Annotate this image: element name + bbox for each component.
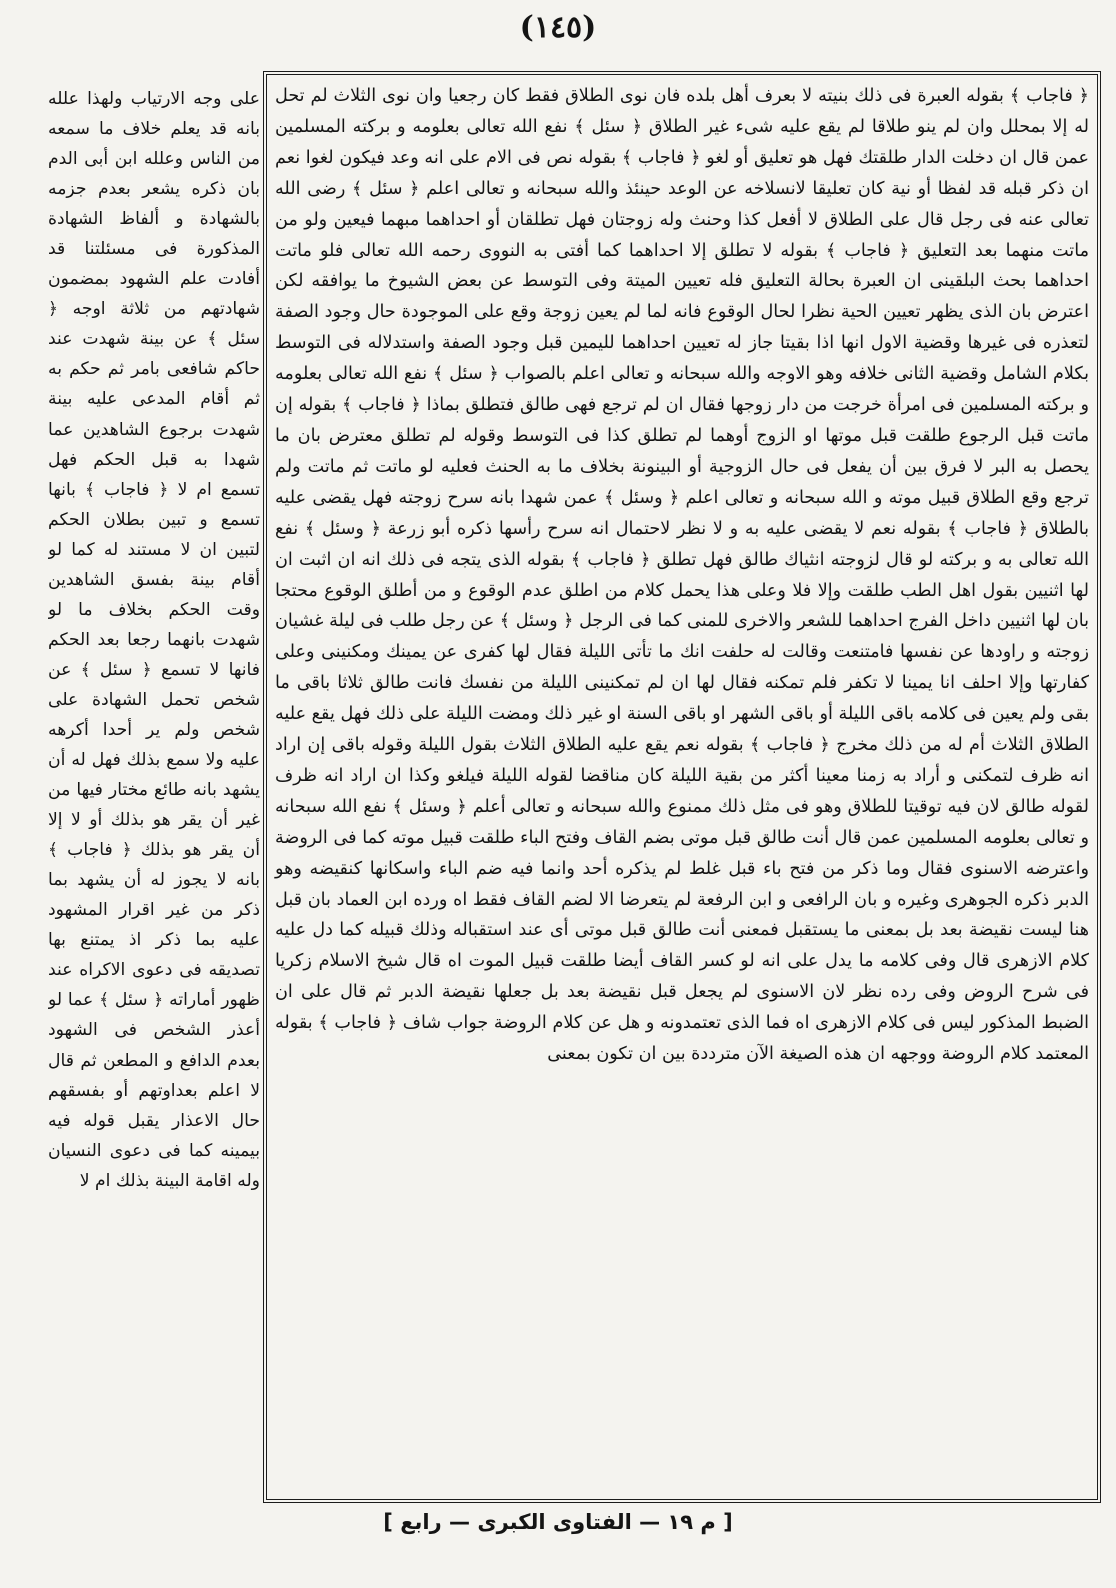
page-number: (١٤٥) bbox=[519, 10, 597, 45]
main-text-frame bbox=[263, 71, 1101, 1503]
margin-commentary: على وجه الارتياب ولهذا علله بانه قد يعلم خلاف ما سمعه من الناس وعلله ابن أبى الدم بان ذكره يشعر بعدم جزمه بالشهادة و ألفاظ الشهادة المذكورة فى مسئلتنا قد أفادت علم الشهود بمضمون شهادتهم من ثلاثة اوجه ﴿ سئل ﴾ عن بينة شهدت عند حاكم شافعى بامر ثم حكم به ثم أقام المدعى عليه بينة شهدت برجوع الشاهدين عما شهدا به قبل الحكم فهل تسمع ام لا ﴿ فاجاب ﴾ بانها تسمع و تبين بطلان الحكم لتبين ان لا مستند له كما لو أقام بينة بفسق الشاهدين وقت الحكم بخلاف ما لو شهدت بانهما رجعا بعد الحكم فانها لا تسمع ﴿ سئل ﴾ عن شخص تحمل الشهادة على شخص ولم ير أحدا أكرهه عليه ولا سمع بذلك فهل له أن يشهد بانه طائع مختار فيها من غير أن يقر هو بذلك أو لا إلا أن يقر هو بذلك ﴿ فاجاب ﴾ بانه لا يجوز له أن يشهد بما ذكر من غير اقرار المشهود عليه بما ذكر اذ يمتنع بها تصديقه فى دعوى الاكراه عند ظهور أماراته ﴿ سئل ﴾ عما لو أعذر الشخص فى الشهود بعدم الدافع و المطعن ثم قال لا اعلم بعداوتهم أو بفسقهم حال الاعذار يقبل قوله فيه بيمينه كما فى دعوى النسيان وله اقامة البينة بذلك ام لا bbox=[48, 89, 260, 1191]
main-body-text: ﴿ فاجاب ﴾ بقوله العبرة فى ذلك بنيته لا بعرف أهل بلده فان نوى الطلاق فقط كان رجعيا وان نوى الثلاث لم تحل له إلا بمحلل وان لم ينو طلاقا لم يقع عليه شىء غير الطلاق ﴿ سئل ﴾ نفع الله تعالى بعلومه و بركته المسلمين عمن قال ان دخلت الدار طلقتك فهل هو تعليق أو لغو ﴿ فاجاب ﴾ بقوله نص فى الام على انه وعد فيكون لغوا نعم ان ذكر قبله قد لفظا أو نية كان تعليقا لانسلاخه عن الوعد حينئذ والله سبحانه و تعالى اعلم ﴿ سئل ﴾ رضى الله تعالى عنه فى رجل قال على الطلاق لا أفعل كذا وحنث وله زوجتان فهل تطلقان أو احداهما مبهما فيعين ولو من ماتت منهما بعد التعليق ﴿ فاجاب ﴾ بقوله لا تطلق إلا احداهما كما أفتى به النووى رحمه الله تعالى فلو ماتت احداهما بحث البلقينى ان العبرة بحالة التعليق فله تعيين الميتة وفى التوسط عن بعض الشيوخ ما يوافقه لكن اعترض بان الذى يظهر تعيين الحية نظرا لحال الوقوع فانه لما لم يعين زوجة وقع على الموجودة حال وجود الصفة لتعذره فى غيرها وقضية الاول انها اذا بقيتا جاز له تعيين احداهما لليمين قبل وجود الصفة واستدلاله فى التوسط بكلام الشامل وقضية الثانى خلافه وهو الاوجه والله سبحانه و تعالى اعلم بالصواب ﴿ سئل ﴾ نفع الله تعالى بعلومه و بركته المسلمين فى امرأة خرجت من دار زوجها فقال ان لم ترجع فهى طالق فتطلق بماذا ﴿ فاجاب ﴾ بقوله إن ماتت قبل الرجوع طلقت قبل موتها او الزوج أوهما لم تطلق كذا فى التوسط وقوله لم تطلق معترض بان ما يحصل به البر لا فرق بين أن يفعل فى حال الزوجية أو البينونة بخلاف ما به الحنث فعليه لو ماتت ثم ماتت ولم ترجع وقع الطلاق قبيل موته و الله سبحانه و تعالى اعلم ﴿ وسئل ﴾ عمن شهدا بانه سرح زوجته فهل يقضى عليه بالطلاق ﴿ فاجاب ﴾ بقوله نعم لا يقضى عليه به و لا نظر لاحتمال انه سرح رأسها ذكره أبو زرعة ﴿ وسئل ﴾ نفع الله تعالى به و بركته لو قال لزوجته انثياك طالق فهل تطلق ﴿ فاجاب ﴾ بقوله الذى يتجه فى ذلك انه ان اثبت ان لها اثنيين بقول اهل الطب طلقت وإلا فلا وعلى هذا يحمل كلام من اطلق عدم الوقوع و من أطلق الوقوع محتجا بان لها اثنيين داخل الفرج احداهما للشعر والاخرى للمنى كما فى الرجل ﴿ وسئل ﴾ عن رجل طلب فى ليلة غشيان زوجته و راودها عن نفسها فامتنعت وقالت له حلفت انك ما تأتى الليلة فقال لها كفرى عن يمينك ومكنينى وعلى كفارتها وإلا احلف انا يمينا لا تكفر فلم تمكنه فقال لها ان لم تمكنينى الليلة من نفسك فانت طالق ثلاثا باقى ما بقى ولم يعين فى كلامه باقى الليلة أو باقى الشهر او باقى السنة او غير ذلك ومضت الليلة على ذلك فهل يقع عليه الطلاق الثلاث أم له من ذلك مخرج ﴿ فاجاب ﴾ بقوله نعم يقع عليه الطلاق الثلاث بقول الليلة وقوله باقى إن اراد انه ظرف لتمكنى و أراد به زمنا معينا أكثر من بقية الليلة كان مناقضا لقوله الليلة فيلغو وكذا ان اراد انه ظرف لقوله طالق لان فيه توقيتا للطلاق وهو فى مثل ذلك ممنوع والله سبحانه و تعالى أعلم ﴿ وسئل ﴾ نفع الله سبحانه و تعالى بعلومه المسلمين عمن قال أنت طالق قبل موتى بضم القاف وفتح الباء طلقت قبيل موته كما فى الروضة واعترضه الاسنوى فقال وما ذكر من فتح باء قبل غلط لم يذكره أحد وانما فيه ضم الباء واسكانها كنقيضه وهو الدبر ذكره الجوهرى وغيره و بان الرافعى و ابن الرفعة لم يتعرضا الا لضم القاف فقط اه ورده ابن العماد بان قبل هنا ليست نقيضة بعد بل بمعنى ما يستقبل فمعنى أنت طالق قبل موتى أى عند استقباله وذلك قبيله كما دل عليه كلام الازهرى قال وفى كلامه ما يدل على انه لو كسر القاف أيضا طلقت قبيل الموت اه قال شيخ الاسلام زكريا فى شرح الروض وفى رده نظر لان الاسنوى لم يجعل قبل نقيضة بعد بل جعلها نقيضة الدبر ثم قال على ان الضبط المذكور ليس فى كلام الازهرى اه فما الذى تعتمدونه و هل عن كلام الروضة جواب شاف ﴿ فاجاب ﴾ بقوله المعتمد كلام الروضة ووجهه ان هذه الصيغة الآن مترددة بين ان تكون بمعنى bbox=[275, 86, 1089, 1065]
footer-signature: [ م ١٩ — الفتاوى الكبرى — رابع ] bbox=[383, 1510, 733, 1534]
